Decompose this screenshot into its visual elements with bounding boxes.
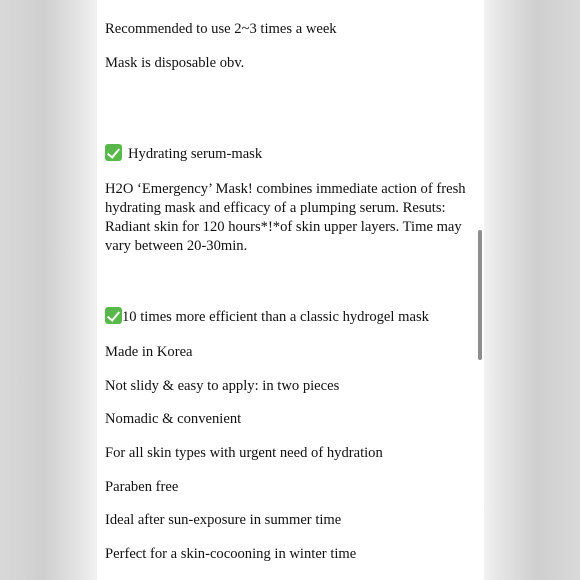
section-hydrating-heading <box>105 144 262 164</box>
section-efficient-title: 10 times more efficient than a classic hydrogel mask <box>122 309 429 325</box>
list-item: Ideal after sun-exposure in summer time <box>105 512 342 528</box>
recommended-usage-text: Recommended to use 2~3 times a week <box>105 21 337 37</box>
list-item: Made in Korea <box>105 344 193 360</box>
right-blurred-background <box>484 0 580 580</box>
description-line-4: vary between 20-30min. <box>105 238 248 254</box>
section-hydrating-title: Hydrating serum-mask <box>128 146 263 162</box>
check-mark-icon <box>105 144 122 161</box>
list-item: Not slidy & easy to apply: in two pieces <box>105 378 340 394</box>
description-line-1: H2O ‘Emergency’ Mask! combines immediate action of fresh <box>105 181 466 197</box>
description-line-2: hydrating mask and efficacy of a plumping serum. Resuts: <box>105 200 446 216</box>
vertical-scrollbar[interactable] <box>478 230 482 360</box>
list-item: Perfect for a skin-cocooning in winter time <box>105 546 357 562</box>
document-page <box>97 0 484 580</box>
list-item: Nomadic & convenient <box>105 411 242 427</box>
list-item: For all skin types with urgent need of hydration <box>105 445 383 461</box>
left-blurred-background <box>0 0 97 580</box>
section-efficient-heading <box>105 307 429 327</box>
disposable-text: Mask is disposable obv. <box>105 55 245 71</box>
list-item: Paraben free <box>105 479 179 495</box>
check-mark-icon <box>105 307 122 324</box>
description-line-3: Radiant skin for 120 hours*!*of skin upper layers. Time may <box>105 219 462 235</box>
